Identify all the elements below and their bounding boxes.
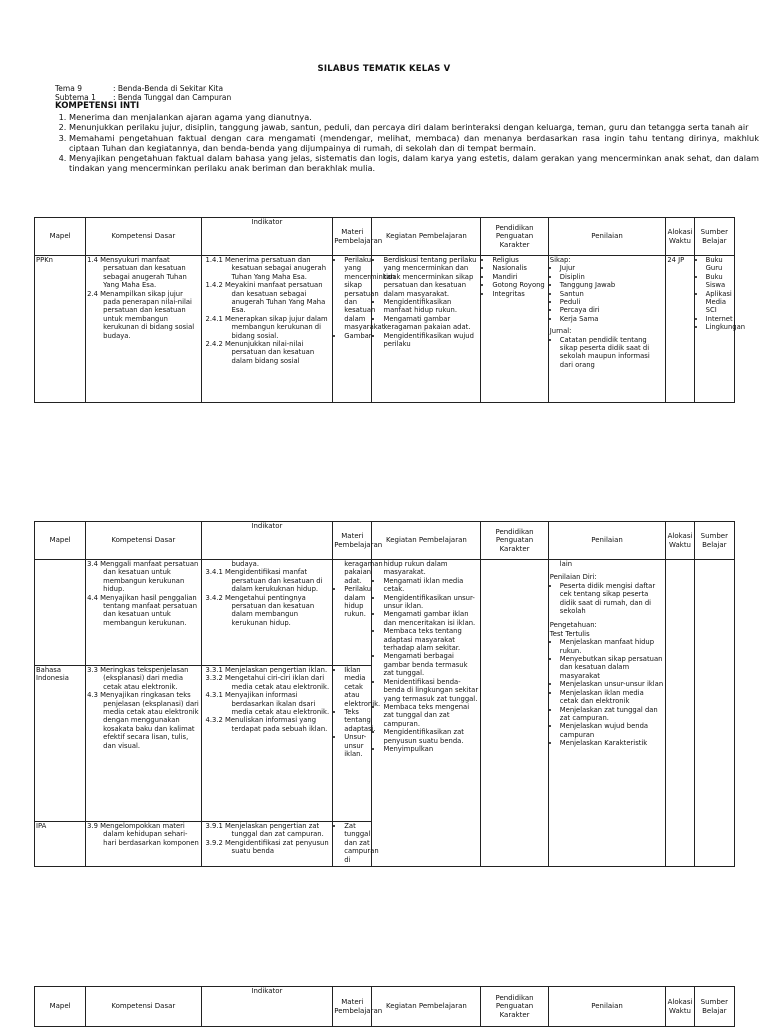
penilaian-continued: lain bbox=[559, 560, 573, 568]
kegiatan-item: • Membaca teks tentang adaptasi masyarakat terhadap alam sekitar. bbox=[383, 627, 479, 652]
header-mapel: Mapel bbox=[35, 522, 86, 560]
indikator-num: 1.4.1 bbox=[205, 256, 223, 264]
tes-item: • Menjelaskan Karakteristik bbox=[560, 739, 665, 747]
kd-item: 3.3 Meringkas tekspenjelasan (eksplanasi) dari media cetak atau elektronik. bbox=[87, 666, 189, 691]
kd-item: 4.4 Menyajikan hasil penggalian tentang manfaat persatuan dan kesatuan untuk membangun kerukunan. bbox=[87, 593, 198, 627]
ki-item: 1. Menerima dan menjalankan ajaran agama yang dianutnya. bbox=[69, 112, 759, 122]
penilaian-diri-label: Penilaian Diri: bbox=[549, 573, 597, 582]
kd-cell bbox=[87, 560, 199, 665]
header-sumber: Sumber Belajar bbox=[694, 522, 734, 560]
sikap-item: • Santun bbox=[560, 290, 665, 298]
sikap-item: • Jujur bbox=[560, 264, 665, 272]
alokasi-cell bbox=[667, 560, 692, 865]
materi-item: • Zat tunggal dan zat campuran di bbox=[344, 822, 370, 864]
kd-item: 4.3 Menyajikan ringkasan teks penjelasan (eksplanasi) dari media cetak atau elektronik dengan menggunakan kosakata baku dan kalimat efektif secara lisan, tulis, dan visual. bbox=[87, 691, 199, 750]
indikator-num: 3.9.2 bbox=[205, 838, 223, 847]
karakter-item: • Integritas bbox=[492, 290, 546, 298]
header-materi: Materi Pembelajaran bbox=[333, 987, 372, 1027]
header-kd: Kompetensi Dasar bbox=[86, 987, 201, 1027]
indikator-num: 4.3.1 bbox=[205, 691, 223, 700]
header-kd: Kompetensi Dasar bbox=[86, 522, 201, 560]
document-title: SILABUS TEMATIK KELAS V bbox=[317, 64, 451, 74]
header-row bbox=[35, 987, 735, 1027]
kd-cell bbox=[87, 666, 199, 821]
kegiatan-cell bbox=[373, 256, 479, 402]
kd-item: 3.4 Menggali manfaat persatuan dan kesatuan untuk membangun kerukunan hidup. bbox=[87, 560, 199, 594]
ki-item: 4. Menyajikan pengetahuan faktual dalam bahasa yang jelas, sistematis dan logis, dalam karya yang estetis, dalam gerakan yang mencerminkan anak sehat, dan dalam tindakan yang mencerminkan perilaku anak beriman dan berakhlak mulia. bbox=[69, 153, 759, 174]
header-sumber: Sumber Belajar bbox=[694, 218, 734, 256]
indikator-text: Menerapkan sikap jujur dalam membangun kerukunan di bidang sosial. bbox=[225, 314, 328, 340]
indikator-continued: budaya. bbox=[231, 560, 259, 568]
header-materi: Materi Pembelajaran bbox=[333, 522, 372, 560]
kegiatan-item: • Mengamati iklan media cetak. bbox=[383, 577, 479, 594]
kd-item: 3.9 Mengelompokkan materi dalam kehidupan sehari-hari berdasarkan komponen bbox=[87, 822, 199, 847]
table-row bbox=[35, 560, 735, 666]
header-materi: Materi Pembelajaran bbox=[333, 218, 372, 256]
indikator-num: 2.4.2 bbox=[205, 340, 223, 349]
header-row bbox=[35, 522, 735, 560]
sumber-cell bbox=[696, 560, 733, 865]
kegiatan-item: • Membaca teks mengenai zat tunggal dan zat campuran. bbox=[383, 703, 479, 728]
header-alokasi: Alokasi Waktu bbox=[666, 987, 694, 1027]
sumber-item: • Internet bbox=[706, 315, 733, 323]
materi-cell bbox=[334, 666, 381, 821]
header-indikator: Indikator bbox=[201, 987, 333, 1027]
kegiatan-item: • Mengamati gambar iklan dan menceritakan isi iklan. bbox=[383, 610, 479, 627]
sumber-item: • Aplikasi Media SCI bbox=[706, 290, 733, 315]
materi-cell bbox=[334, 822, 379, 866]
indikator-num: 4.3.2 bbox=[205, 716, 223, 725]
kegiatan-item: • Menyimpulkan bbox=[383, 745, 479, 753]
indikator-text: Menyajikan informasi berdasarkan ikalan dsari media cetak atau elektronik. bbox=[225, 691, 330, 717]
ki-item: 3. Memahami pengetahuan faktual dengan cara mengamati (mendengar, melihat, membaca) dan menanya berdasarkan rasa ingin tahu tentang dirinya, makhluk ciptaan Tuhan dan kegiatannya, dan benda-benda yang dijumpainya di rumah, di sekolah dan di tempat bermain. bbox=[69, 133, 759, 154]
kegiatan-item: • Mengidentifikasikan unsur-unsur iklan. bbox=[383, 594, 479, 611]
header-penilaian: Penilaian bbox=[548, 522, 666, 560]
sikap-item: • Kerja Sama bbox=[560, 315, 665, 323]
ki-heading: KOMPETENSI INTI bbox=[55, 101, 140, 111]
header-karakter: Pendidikan Penguatan Karakter bbox=[481, 987, 548, 1027]
mapel-cell: IPA bbox=[36, 822, 47, 830]
karakter-item: • Religius bbox=[492, 256, 546, 264]
sumber-item: • Buku Guru bbox=[706, 256, 733, 273]
indikator-cell bbox=[206, 256, 332, 402]
jurnal-item: • Catatan pendidik tentang sikap peserta didik saat di sekolah maupun informasi dari orang bbox=[560, 336, 665, 370]
pengetahuan-label: Pengetahuan: bbox=[549, 621, 597, 630]
syllabus-table-1 bbox=[34, 217, 746, 403]
header-kegiatan: Kegiatan Pembelajaran bbox=[372, 522, 481, 560]
header-indikator: Indikator bbox=[201, 218, 333, 256]
indikator-text: Menjelaskan pengertian iklan. bbox=[225, 666, 328, 674]
mapel-cell bbox=[36, 560, 84, 665]
alokasi-cell: 24 JP bbox=[667, 256, 685, 264]
tes-item: • Menjelaskan unsur-unsur iklan bbox=[560, 680, 665, 688]
mapel-cell: Bahasa Indonesia bbox=[36, 666, 69, 683]
syllabus-table-2 bbox=[34, 521, 735, 867]
indikator-num: 1.4.2 bbox=[205, 281, 223, 290]
header-alokasi: Alokasi Waktu bbox=[666, 218, 694, 256]
penilaian-diri-item: • Peserta didik mengisi daftar cek tentang sikap peserta didik saat di rumah, dan di sekolah bbox=[560, 582, 665, 616]
karakter-item: • Nasionalis bbox=[492, 264, 546, 272]
penilaian-sikap-label: Sikap: bbox=[549, 256, 571, 264]
header-kegiatan: Kegiatan Pembelajaran bbox=[372, 987, 481, 1027]
indikator-cell bbox=[206, 822, 332, 866]
indikator-text: Mengidentifikasi zat penyusun suatu benda bbox=[225, 838, 329, 856]
header-sumber: Sumber Belajar bbox=[694, 987, 734, 1027]
penilaian-jurnal-label: Jurnal: bbox=[549, 327, 572, 336]
materi-cell bbox=[334, 560, 383, 665]
kegiatan-item: • Menidentifikasi benda-benda di lingkungan sekitar yang termasuk zat tunggal. bbox=[383, 678, 479, 703]
mapel-cell: PPKn bbox=[36, 256, 53, 264]
materi-item: • Perilaku dalam hidup rukun. bbox=[344, 585, 370, 619]
syllabus-table-3 bbox=[34, 986, 735, 1027]
penilaian-cell bbox=[550, 560, 665, 865]
tema-value: : Benda-Benda di Sekitar Kita bbox=[113, 84, 224, 93]
indikator-text: Mengetahui ciri-ciri iklan dari media cetak atau elektronik. bbox=[225, 674, 330, 691]
header-karakter: Pendidikan Penguatan Karakter bbox=[481, 218, 548, 256]
ki-item: 2. Menunjukkan perilaku jujur, disiplin, tanggung jawab, santun, peduli, dan percaya diri dalam berinteraksi dengan keluarga, teman, guru dan tetangga serta tanah air bbox=[69, 122, 759, 132]
subtema-value: : Benda Tunggal dan Campuran bbox=[113, 93, 232, 102]
indikator-num: 3.4.2 bbox=[205, 593, 223, 602]
indikator-text: Mengidentifikasi manfat persatuan dan kesatuan di dalam kerukuknan hidup. bbox=[225, 568, 323, 594]
tes-item: • Menjelaskan wujud benda campuran bbox=[560, 722, 665, 739]
kegiatan-item: • Mengidentifikasikan zat penyusun suatu benda. bbox=[383, 728, 479, 745]
sikap-item: • Percaya diri bbox=[560, 306, 665, 314]
materi-item: • Teks tentang adaptasi. bbox=[344, 708, 370, 733]
kegiatan-item: • Mengidentifikasikan wujud perilaku bbox=[383, 332, 479, 349]
karakter-item: • Mandiri bbox=[492, 273, 546, 281]
tes-item: • Menjelaskan zat tunggal dan zat campuran. bbox=[560, 706, 665, 723]
tema-line bbox=[55, 84, 223, 93]
subtema-key: Subtema 1 bbox=[55, 93, 96, 102]
table-row bbox=[35, 256, 735, 403]
header-mapel: Mapel bbox=[35, 218, 86, 256]
indikator-text: Menerima persatuan dan kesatuan sebagai anugerah Tuhan Yang Maha Esa. bbox=[225, 256, 327, 281]
indikator-text: Meyakini manfaat persatuan dan kesatuan sebagai anugerah Tuhan Yang Maha Esa. bbox=[225, 281, 326, 315]
tes-label: Test Tertulis bbox=[549, 629, 590, 638]
tes-item: • Menjelaskan iklan media cetak dan elektronik bbox=[560, 689, 665, 706]
header-karakter: Pendidikan Penguatan Karakter bbox=[481, 522, 548, 560]
kegiatan-continued: hidup rukun dalam masyarakat. bbox=[383, 560, 448, 577]
sumber-item: • Buku Siswa bbox=[706, 273, 733, 290]
karakter-cell bbox=[482, 256, 546, 402]
indikator-text: Menuliskan informasi yang terdapat pada sebuah iklan. bbox=[225, 716, 328, 733]
header-indikator: Indikator bbox=[201, 522, 333, 560]
kd-cell bbox=[87, 256, 199, 402]
materi-item: • Perilaku yang mencerminkan sikap persatuan dan kesatuan dalam masyarakat bbox=[344, 256, 370, 332]
header-mapel: Mapel bbox=[35, 987, 86, 1027]
header-alokasi: Alokasi Waktu bbox=[666, 522, 694, 560]
ki-list bbox=[55, 112, 759, 174]
indikator-text: Mengetahui pentingnya persatuan dan kesatuan dalam membangun kerukunan hidup. bbox=[225, 593, 315, 627]
materi-item: • Gambar bbox=[344, 332, 370, 340]
kd-cell bbox=[87, 822, 199, 866]
indikator-cell bbox=[206, 666, 332, 821]
karakter-item: • Gotong Royong bbox=[492, 281, 546, 289]
kd-item: 2.4 Menampilkan sikap jujur pada penerapan nilai-nilai persatuan dan kesatuan untuk membangun kerukunan di bidang sosial budaya. bbox=[87, 289, 195, 340]
kegiatan-cell bbox=[373, 560, 479, 865]
kegiatan-item: • Mengamati berbagai gambar benda termasuk zat tunggal. bbox=[383, 652, 479, 677]
kegiatan-item: • Mengidentifikasikan manfaat hidup rukun. bbox=[383, 298, 479, 315]
kegiatan-item: • Mengamati gambar keragaman pakaian adat. bbox=[383, 315, 479, 332]
indikator-text: Menunjukkan nilai-nilai persatuan dan kesatuan dalam bidang sosial bbox=[225, 340, 315, 365]
sikap-item: • Disiplin bbox=[560, 273, 665, 281]
penilaian-cell bbox=[550, 256, 665, 402]
tes-item: • Menyebutkan sikap persatuan dan kesatuan dalam masyarakat bbox=[560, 655, 665, 680]
materi-cell bbox=[334, 256, 396, 402]
kd-item: 1.4 Mensyukuri manfaat persatuan dan kesatuan sebagai anugerah Tuhan Yang Maha Esa. bbox=[87, 256, 187, 290]
header-row bbox=[35, 218, 735, 256]
indikator-num: 3.3.2 bbox=[205, 674, 223, 683]
indikator-num: 3.4.1 bbox=[205, 568, 223, 577]
header-penilaian: Penilaian bbox=[548, 987, 666, 1027]
sumber-item: • Lingkungan bbox=[706, 323, 733, 331]
karakter-cell bbox=[482, 560, 546, 865]
sikap-item: • Peduli bbox=[560, 298, 665, 306]
kegiatan-item: • Berdiskusi tentang perilaku yang mencerminkan dan tidak mencerminkan sikap persatuan dan kesatuan dalam masyarakat. bbox=[383, 256, 479, 298]
tema-key: Tema 9 bbox=[55, 84, 82, 93]
indikator-num: 3.9.1 bbox=[205, 822, 223, 830]
indikator-num: 2.4.1 bbox=[205, 314, 223, 323]
indikator-cell bbox=[206, 560, 332, 665]
header-kegiatan: Kegiatan Pembelajaran bbox=[372, 218, 481, 256]
materi-item: • Iklan media cetak atau elektronik. bbox=[344, 666, 370, 708]
header-kd: Kompetensi Dasar bbox=[86, 218, 201, 256]
header-penilaian: Penilaian bbox=[548, 218, 666, 256]
materi-continued: keragaman pakaian adat. bbox=[344, 560, 383, 585]
indikator-num: 3.3.1 bbox=[205, 666, 223, 674]
sikap-item: • Tanggung Jawab bbox=[560, 281, 665, 289]
materi-item: • Unsur-unsur iklan. bbox=[344, 733, 370, 758]
indikator-text: Menjelaskan pengertian zat tunggal dan zat campuran. bbox=[225, 822, 324, 839]
tes-item: • Menjelaskan manfaat hidup rukun. bbox=[560, 638, 665, 655]
sumber-cell bbox=[696, 256, 746, 402]
